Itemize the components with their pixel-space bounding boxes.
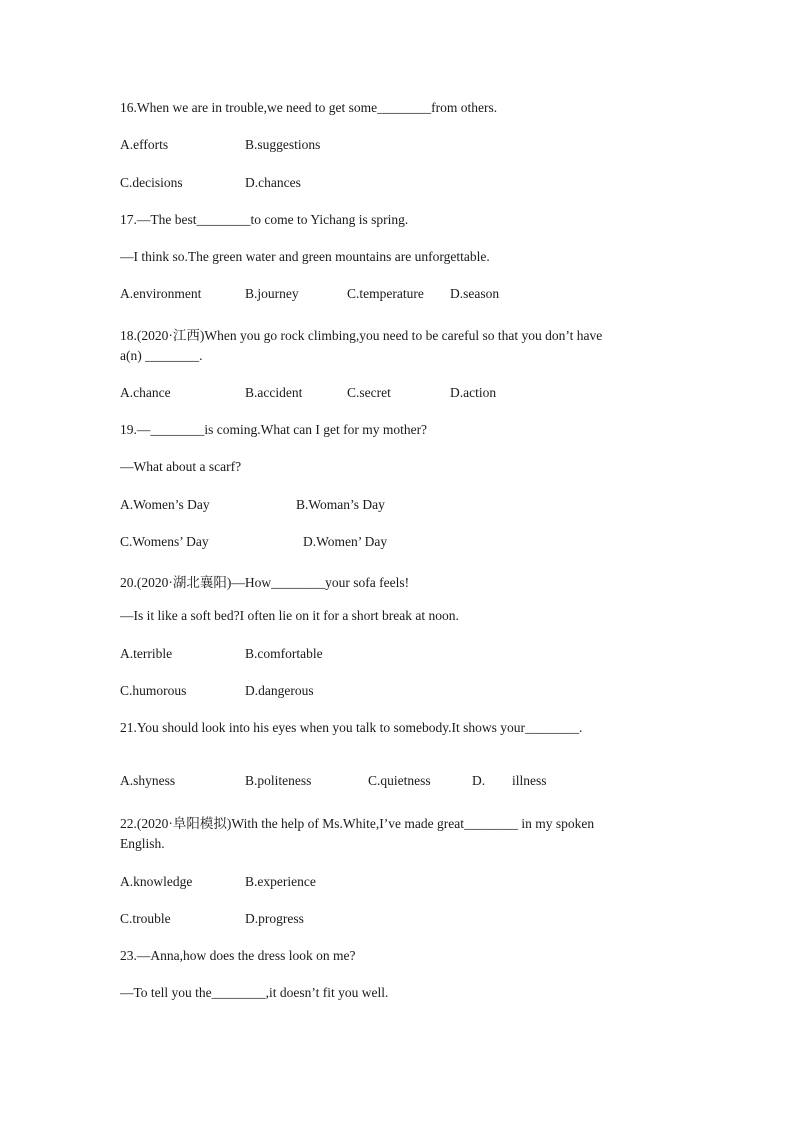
question-16-options: [120, 137, 720, 155]
question-23-stem: 23.—Anna,how does the dress look on me?: [120, 948, 356, 963]
option-d: D.dangerous: [245, 683, 314, 698]
option-d-text: illness: [512, 773, 547, 788]
option-c: C.decisions: [120, 175, 183, 190]
question-19-options-row2: [120, 534, 720, 552]
question-19-stem: 19.—________is coming.What can I get for my mother?: [120, 422, 428, 437]
question-22-options-row2: [120, 911, 720, 929]
question-19-options: [120, 497, 720, 515]
option-d: D.chances: [245, 175, 301, 190]
option-c: C.temperature: [347, 286, 424, 301]
option-c: C.trouble: [120, 911, 171, 926]
question-19-reply: —What about a scarf?: [120, 459, 242, 474]
question-17-options: [120, 286, 720, 304]
question-17-reply: —I think so.The green water and green mountains are unforgettable.: [120, 249, 490, 264]
option-d-letter: D.: [472, 773, 486, 788]
option-d: D.Women’ Day: [303, 534, 388, 549]
option-c: C.secret: [347, 385, 391, 400]
option-a: A.efforts: [120, 137, 169, 152]
question-22-stem-line2: English.: [120, 836, 165, 851]
option-c: C.quietness: [368, 773, 431, 788]
question-20-options: [120, 646, 720, 664]
question-20-stem: 20.(2020·湖北襄阳)—How________your sofa feels!: [120, 575, 410, 590]
question-18-stem-line1: 18.(2020·江西)When you go rock climbing,you need to be careful so that you don’t have: [120, 328, 603, 343]
question-22-stem-line1: 22.(2020·阜阳模拟)With the help of Ms.White,I’ve made great________ in my spoken: [120, 816, 595, 831]
question-21-stem: 21.You should look into his eyes when you talk to somebody.It shows your________.: [120, 720, 583, 735]
option-c: C.Womens’ Day: [120, 534, 209, 549]
question-21-options: [120, 773, 720, 791]
option-a: A.environment: [120, 286, 202, 301]
option-a: A.chance: [120, 385, 171, 400]
option-b: B.Woman’s Day: [296, 497, 385, 512]
question-18-options: [120, 385, 720, 403]
option-b: B.suggestions: [245, 137, 321, 152]
option-b: B.accident: [245, 385, 303, 400]
option-d: D.progress: [245, 911, 304, 926]
question-16-stem: 16.When we are in trouble,we need to get some________from others.: [120, 100, 498, 115]
question-18-stem-line2: a(n) ________.: [120, 348, 203, 363]
option-d: D.action: [450, 385, 497, 400]
question-16-options-row2: [120, 175, 720, 193]
option-c: C.humorous: [120, 683, 187, 698]
option-a: A.knowledge: [120, 874, 193, 889]
question-17-stem: 17.—The best________to come to Yichang is spring.: [120, 212, 409, 227]
option-b: B.experience: [245, 874, 316, 889]
question-20-reply: —Is it like a soft bed?I often lie on it for a short break at noon.: [120, 608, 459, 623]
option-b: B.politeness: [245, 773, 312, 788]
option-a: A.terrible: [120, 646, 173, 661]
option-d: D.season: [450, 286, 500, 301]
option-a: A.Women’s Day: [120, 497, 210, 512]
question-20-options-row2: [120, 683, 720, 701]
option-b: B.journey: [245, 286, 299, 301]
option-a: A.shyness: [120, 773, 176, 788]
option-b: B.comfortable: [245, 646, 323, 661]
question-23-reply: —To tell you the________,it doesn’t fit you well.: [120, 985, 389, 1000]
question-22-options: [120, 874, 720, 892]
